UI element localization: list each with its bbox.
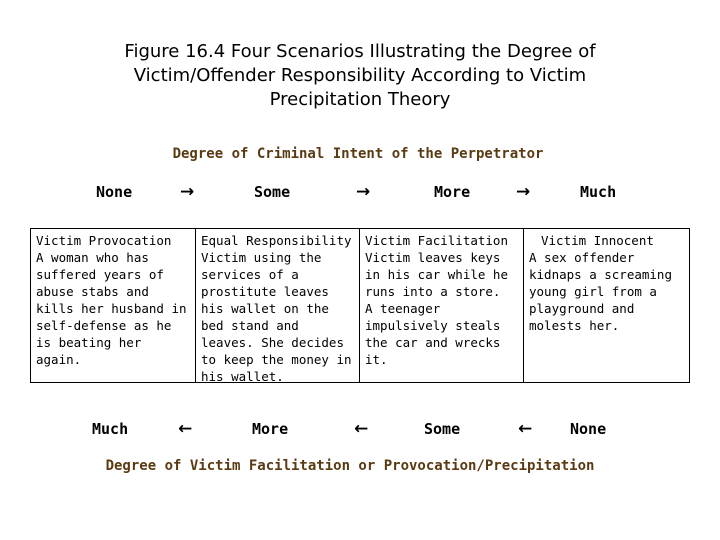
right-arrow-icon: → [356,182,371,202]
title-line-2: Victim/Offender Responsibility According to Victim [133,65,587,86]
bottom-level-none: None [570,420,607,438]
scenario-title: Equal Responsibility [201,233,352,248]
scenario-description: Victim using the services of a prostitute leaves his wallet on the bed stand and leaves. She decides to keep the money in his wallet. [201,250,360,384]
top-level-some: Some [254,183,291,201]
scenario-description: A woman who has suffered years of abuse stabs and kills her husband in self-defense as he is beating her again. [36,250,195,367]
scenario-box-victim-provocation [30,228,196,383]
scenario-title: Victim Innocent [541,233,654,248]
top-level-more: More [434,183,471,201]
bottom-level-more: More [252,420,289,438]
victim-facilitation-heading: Degree of Victim Facilitation or Provocation/Precipitation [105,458,595,474]
scenario-description: A sex offender kidnaps a screaming young girl from a playground and molests her. [529,250,680,333]
perpetrator-intent-heading: Degree of Criminal Intent of the Perpetrator [172,146,544,162]
scenario-box-victim-innocent [524,228,690,383]
scenario-title: Victim Provocation [36,233,172,248]
figure-title [60,40,660,112]
top-level-much: Much [580,183,617,201]
bottom-level-some: Some [424,420,461,438]
scenario-box-equal-responsibility [196,228,360,383]
scenario-description: Victim leaves keys in his car while he runs into a store. A teenager impulsively steals the car and wrecks it. [365,250,516,367]
left-arrow-icon: ← [354,419,369,439]
title-line-3: Precipitation Theory [269,89,451,110]
right-arrow-icon: → [516,182,531,202]
scenario-box-victim-facilitation [360,228,524,383]
bottom-level-much: Much [92,420,129,438]
title-line-1: Figure 16.4 Four Scenarios Illustrating the Degree of [124,41,596,62]
left-arrow-icon: ← [518,419,533,439]
scenario-title: Victim Facilitation [365,233,508,248]
left-arrow-icon: ← [178,419,193,439]
top-level-none: None [96,183,133,201]
right-arrow-icon: → [180,182,195,202]
